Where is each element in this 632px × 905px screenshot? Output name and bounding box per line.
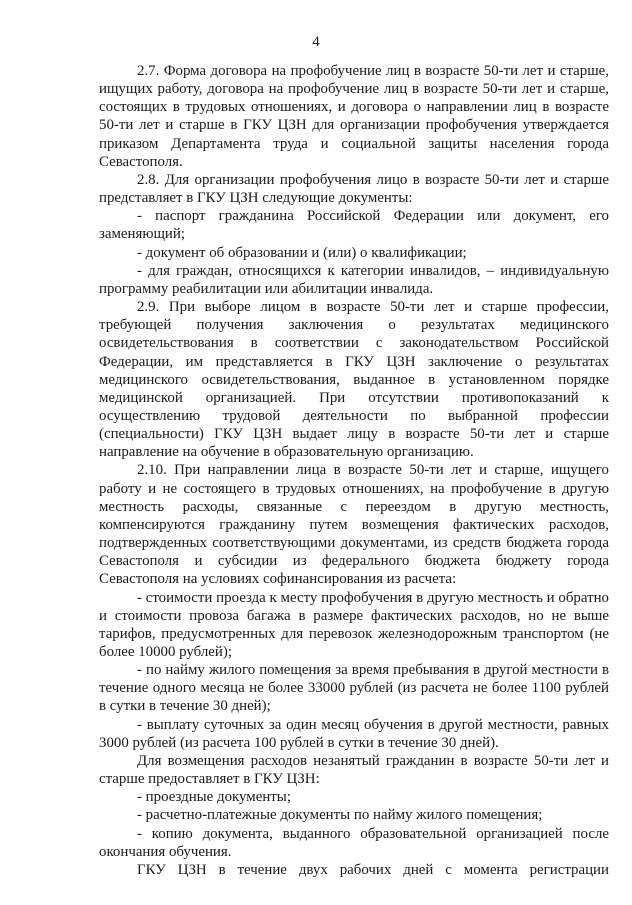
paragraph-2-7: 2.7. Форма договора на профобучение лиц в возрасте 50-ти лет и старше, ищущих работу, договора на профобучение лиц в возрасте 50-ти лет и старше, состоящих в трудовых отношениях, и договора о направлении лиц в возрасте 50-ти лет и старше в ГКУ ЦЗН для организации профобучения утверждается приказом Департамента труда и социальной защиты населения города Севастополя. bbox=[99, 63, 609, 170]
paragraph-2-9: 2.9. При выборе лицом в возрасте 50-ти лет и старше профессии, требующей получения заключения о результатах медицинского освидетельствования в соответствии с законодательством Российской Федерации, им представляется в ГКУ ЦЗН заключение о результатах медицинского освидетельствования, выданное в установленном порядке медицинской организацией. При отсутствии противопоказаний к осуществлению трудовой деятельности по выбранной профессии (специальности) ГКУ ЦЗН выдает лицу в возрасте 50-ти лет и старше направление на обучение в образовательную организацию. bbox=[99, 299, 609, 461]
paragraph-reimbursement: Для возмещения расходов незанятый гражданин в возрасте 50-ти лет и старше предоставляет в ГКУ ЦЗН: bbox=[99, 752, 609, 788]
list-item-travel-documents: - проездные документы; bbox=[137, 789, 291, 806]
paragraph-2-8: 2.8. Для организации профобучения лицо в возрасте 50-ти лет и старше представляет в ГКУ ЦЗН следующие документы: bbox=[99, 171, 609, 207]
paragraph-2-10: 2.10. При направлении лица в возрасте 50-ти лет и старше, ищущего работу и не состоящего в трудовых отношениях, на профобучение в другую местность расходы, связанные с переездом в другую местность, компенсируются гражданину путем возмещения фактических расходов, подтвержденных соответствующими документами, из средств бюджета города Севастополя и субсидии из федерального бюджета бюджету города Севастополя на условиях софинансирования из расчета: bbox=[99, 462, 609, 588]
list-item-education-certificate-copy: - копию документа, выданного образовательной организацией после окончания обучения. bbox=[99, 825, 609, 860]
list-item-housing-cost: - по найму жилого помещения за время пребывания в другой местности в течение одного месяца не более 33000 рублей (из расчета не более 1100 рублей в сутки в течение 30 дней); bbox=[99, 662, 609, 715]
list-item-rehabilitation-program: - для граждан, относящихся к категории инвалидов, – индивидуальную программу реабилитации или абилитации инвалида. bbox=[99, 262, 609, 297]
list-item-payment-documents: - расчетно-платежные документы по найму жилого помещения; bbox=[137, 807, 543, 824]
document-body bbox=[99, 62, 609, 879]
page-number: 4 bbox=[312, 34, 320, 50]
list-item-travel-cost: - стоимости проезда к месту профобучения в другую местность и обратно и стоимости провоза багажа в размере фактических расходов, но не выше тарифов, предусмотренных для перевозок железнодорожным транспортом (не более 10000 рублей); bbox=[99, 589, 609, 660]
list-item-daily-allowance: - выплату суточных за один месяц обучения в другой местности, равных 3000 рублей (из расчета 100 рублей в сутки в течение 30 дней). bbox=[99, 716, 609, 751]
list-item-passport: - паспорт гражданина Российской Федерации или документ, его заменяющий; bbox=[99, 208, 609, 243]
list-item-education-document: - документ об образовании и (или) о квалификации; bbox=[137, 244, 467, 261]
paragraph-gku-czn-continuation: ГКУ ЦЗН в течение двух рабочих дней с момента регистрации bbox=[137, 861, 609, 878]
